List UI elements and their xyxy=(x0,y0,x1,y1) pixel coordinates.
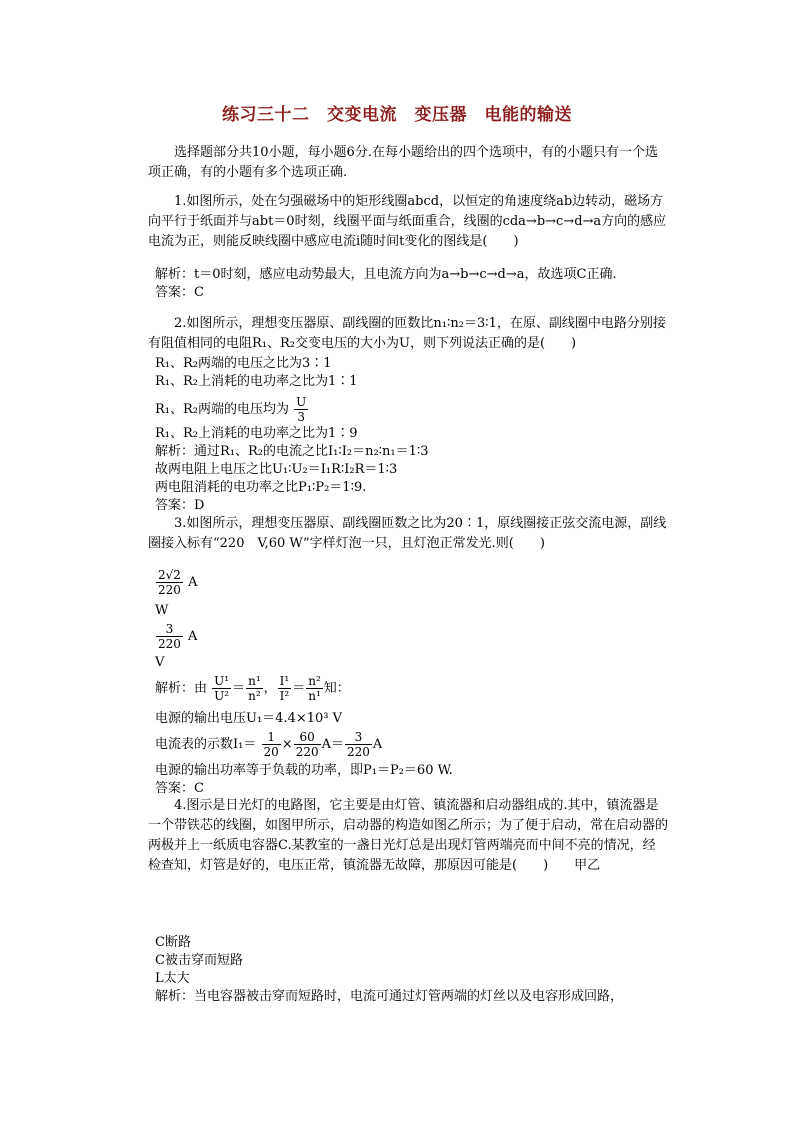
analysis-label: 电流表的示数I₁＝ xyxy=(155,737,257,752)
page-title: 练习三十二 交变电流 变压器 电能的输送 xyxy=(222,105,572,125)
q4-option-2: C被击穿而短路 xyxy=(155,953,243,968)
fraction xyxy=(345,730,372,759)
fraction xyxy=(156,622,183,651)
q4-option-1: C断路 xyxy=(155,935,191,950)
q3-option-b: W xyxy=(155,603,169,618)
fraction-denominator: 220 xyxy=(158,637,181,651)
q3-answer: 答案：C xyxy=(155,781,204,796)
q4-stem: 4.图示是日光灯的电路图，它主要是由灯管、镇流器和启动器组成的.其中，镇流器是一个带铁芯的线圈，如图甲所示，启动器的构造如图乙所示；为了便于启动，常在启动器的两极并上一纸质电容器C.某教室的一盏日光灯总是出现灯管两端亮而中间不亮的情况，经检查知，灯管是好的，电压正常，镇流器无故障，那原因可能是( ) 甲乙 xyxy=(148,798,669,873)
q4-analysis: 解析：当电容器被击穿而短路时，电流可通过灯管两端的灯丝以及电容形成回路， xyxy=(155,989,624,1004)
unit: A xyxy=(188,629,198,644)
fraction-denominator: n² xyxy=(248,689,261,703)
q2-answer: 答案：D xyxy=(155,498,205,513)
q3-analysis-3: 电流表的示数I₁＝ $\frac{1}{20}$ × $\frac{60}{220}$ A＝ $\frac{3}{220}$ A xyxy=(155,730,383,759)
q2-analysis-1: 解析：通过R₁、R₂的电流之比I₁∶I₂＝n₂∶n₁＝1∶3 xyxy=(155,444,429,459)
fraction xyxy=(306,674,323,703)
analysis-label: 解析：由 xyxy=(155,681,208,696)
fraction xyxy=(294,730,321,759)
fraction-denominator: 20 xyxy=(263,745,279,759)
fraction-numerator: U¹ xyxy=(214,674,230,688)
analysis-suffix: 知： xyxy=(323,681,350,696)
q2-option-2: R₁、R₂上消耗的电功率之比为1∶1 xyxy=(155,374,358,389)
fraction-denominator: 3 xyxy=(297,410,306,424)
fraction-numerator: 3 xyxy=(156,622,183,637)
q3-option-c xyxy=(155,622,197,651)
q2-stem: 2.如图所示，理想变压器原、副线圈的匝数比n₁∶n₂＝3∶1，在原、副线圈中电路分别接有阻值相同的电阻R₁、R₂交变电压的大小为U，则下列说法正确的是( ) xyxy=(148,316,666,351)
q1-analysis: 解析：t＝0时刻，感应电动势最大，且电流方向为a→b→c→d→a，故选项C正确. xyxy=(155,267,617,282)
fraction-denominator: U² xyxy=(214,689,230,703)
fraction-denominator: 220 xyxy=(295,745,319,759)
q3-stem: 3.如图所示，理想变压器原、副线圈匝数之比为20∶1，原线圈接正弦交流电源，副线圈接入标有“220 V,60 W”字样灯泡一只，且灯泡正常发光.则( ) xyxy=(148,516,667,551)
intro-text: 选择题部分共10小题，每小题6分.在每小题给出的四个选项中，有的小题只有一个选项正确，有的小题有多个选项正确. xyxy=(148,145,658,180)
q1-answer: 答案：C xyxy=(155,285,204,300)
fraction-denominator: 220 xyxy=(158,583,181,597)
q4-option-3: L太大 xyxy=(155,971,190,986)
fraction-numerator: 2√2 xyxy=(158,568,181,582)
unit: A xyxy=(188,575,198,590)
fraction xyxy=(294,395,308,424)
fraction-numerator: 1 xyxy=(262,730,281,745)
fraction-denominator: 220 xyxy=(346,745,370,759)
q2-analysis-2: 故两电阻上电压之比U₁∶U₂＝I₁R∶I₂R＝1∶3 xyxy=(155,462,398,477)
q2-option-1: R₁、R₂两端的电压之比为3∶1 xyxy=(155,356,332,371)
q1-stem: 1.如图所示，处在匀强磁场中的矩形线圈abcd，以恒定的角速度绕ab边转动，磁场方向平行于纸面并与abt＝0时刻，线圈平面与纸面重合，线圈的cda→b→c→d→a方向的感应电流为正，则能反映线圈中感应电流i随时间t变化的图线是( ) xyxy=(148,194,667,249)
fraction xyxy=(278,674,292,703)
unit: A xyxy=(372,737,383,752)
fraction xyxy=(156,568,183,597)
q2-option-3 xyxy=(155,395,309,424)
fraction-numerator: I¹ xyxy=(279,674,290,688)
q3-option-d: V xyxy=(155,655,165,670)
fraction-numerator: 3 xyxy=(345,730,372,745)
fraction-denominator: n¹ xyxy=(308,689,321,703)
q3-analysis-2: 电源的输出电压U₁＝4.4×10³ V xyxy=(155,711,343,726)
fraction xyxy=(246,674,263,703)
fraction xyxy=(262,730,281,759)
q2-option-4: R₁、R₂上消耗的电功率之比为1∶9 xyxy=(155,426,358,441)
fraction-numerator: U xyxy=(296,395,307,409)
q3-analysis-4: 电源的输出功率等于负载的功率，即P₁＝P₂＝60 W. xyxy=(155,763,453,778)
fraction-numerator: n¹ xyxy=(248,674,261,688)
q2-analysis-3: 两电阻消耗的电功率之比P₁∶P₂＝1∶9. xyxy=(155,480,367,495)
q3-analysis-1: 解析：由 $\frac{\text{U¹}}{\text{U²}}$ ＝ $\frac{\text{n¹}}{\text{n²}}$ ， $\frac{\text{I¹}}{\text{I²}}$ ＝ $\frac{\text{n²}}{\text{n¹}}$ 知： xyxy=(155,674,350,703)
fraction xyxy=(212,674,231,703)
fraction-numerator: 60 xyxy=(294,730,321,745)
q3-option-a xyxy=(155,568,197,597)
fraction-denominator: I² xyxy=(279,689,290,703)
fraction-numerator: n² xyxy=(308,674,321,688)
q2-option-3-text: R₁、R₂两端的电压均为 xyxy=(155,402,289,417)
